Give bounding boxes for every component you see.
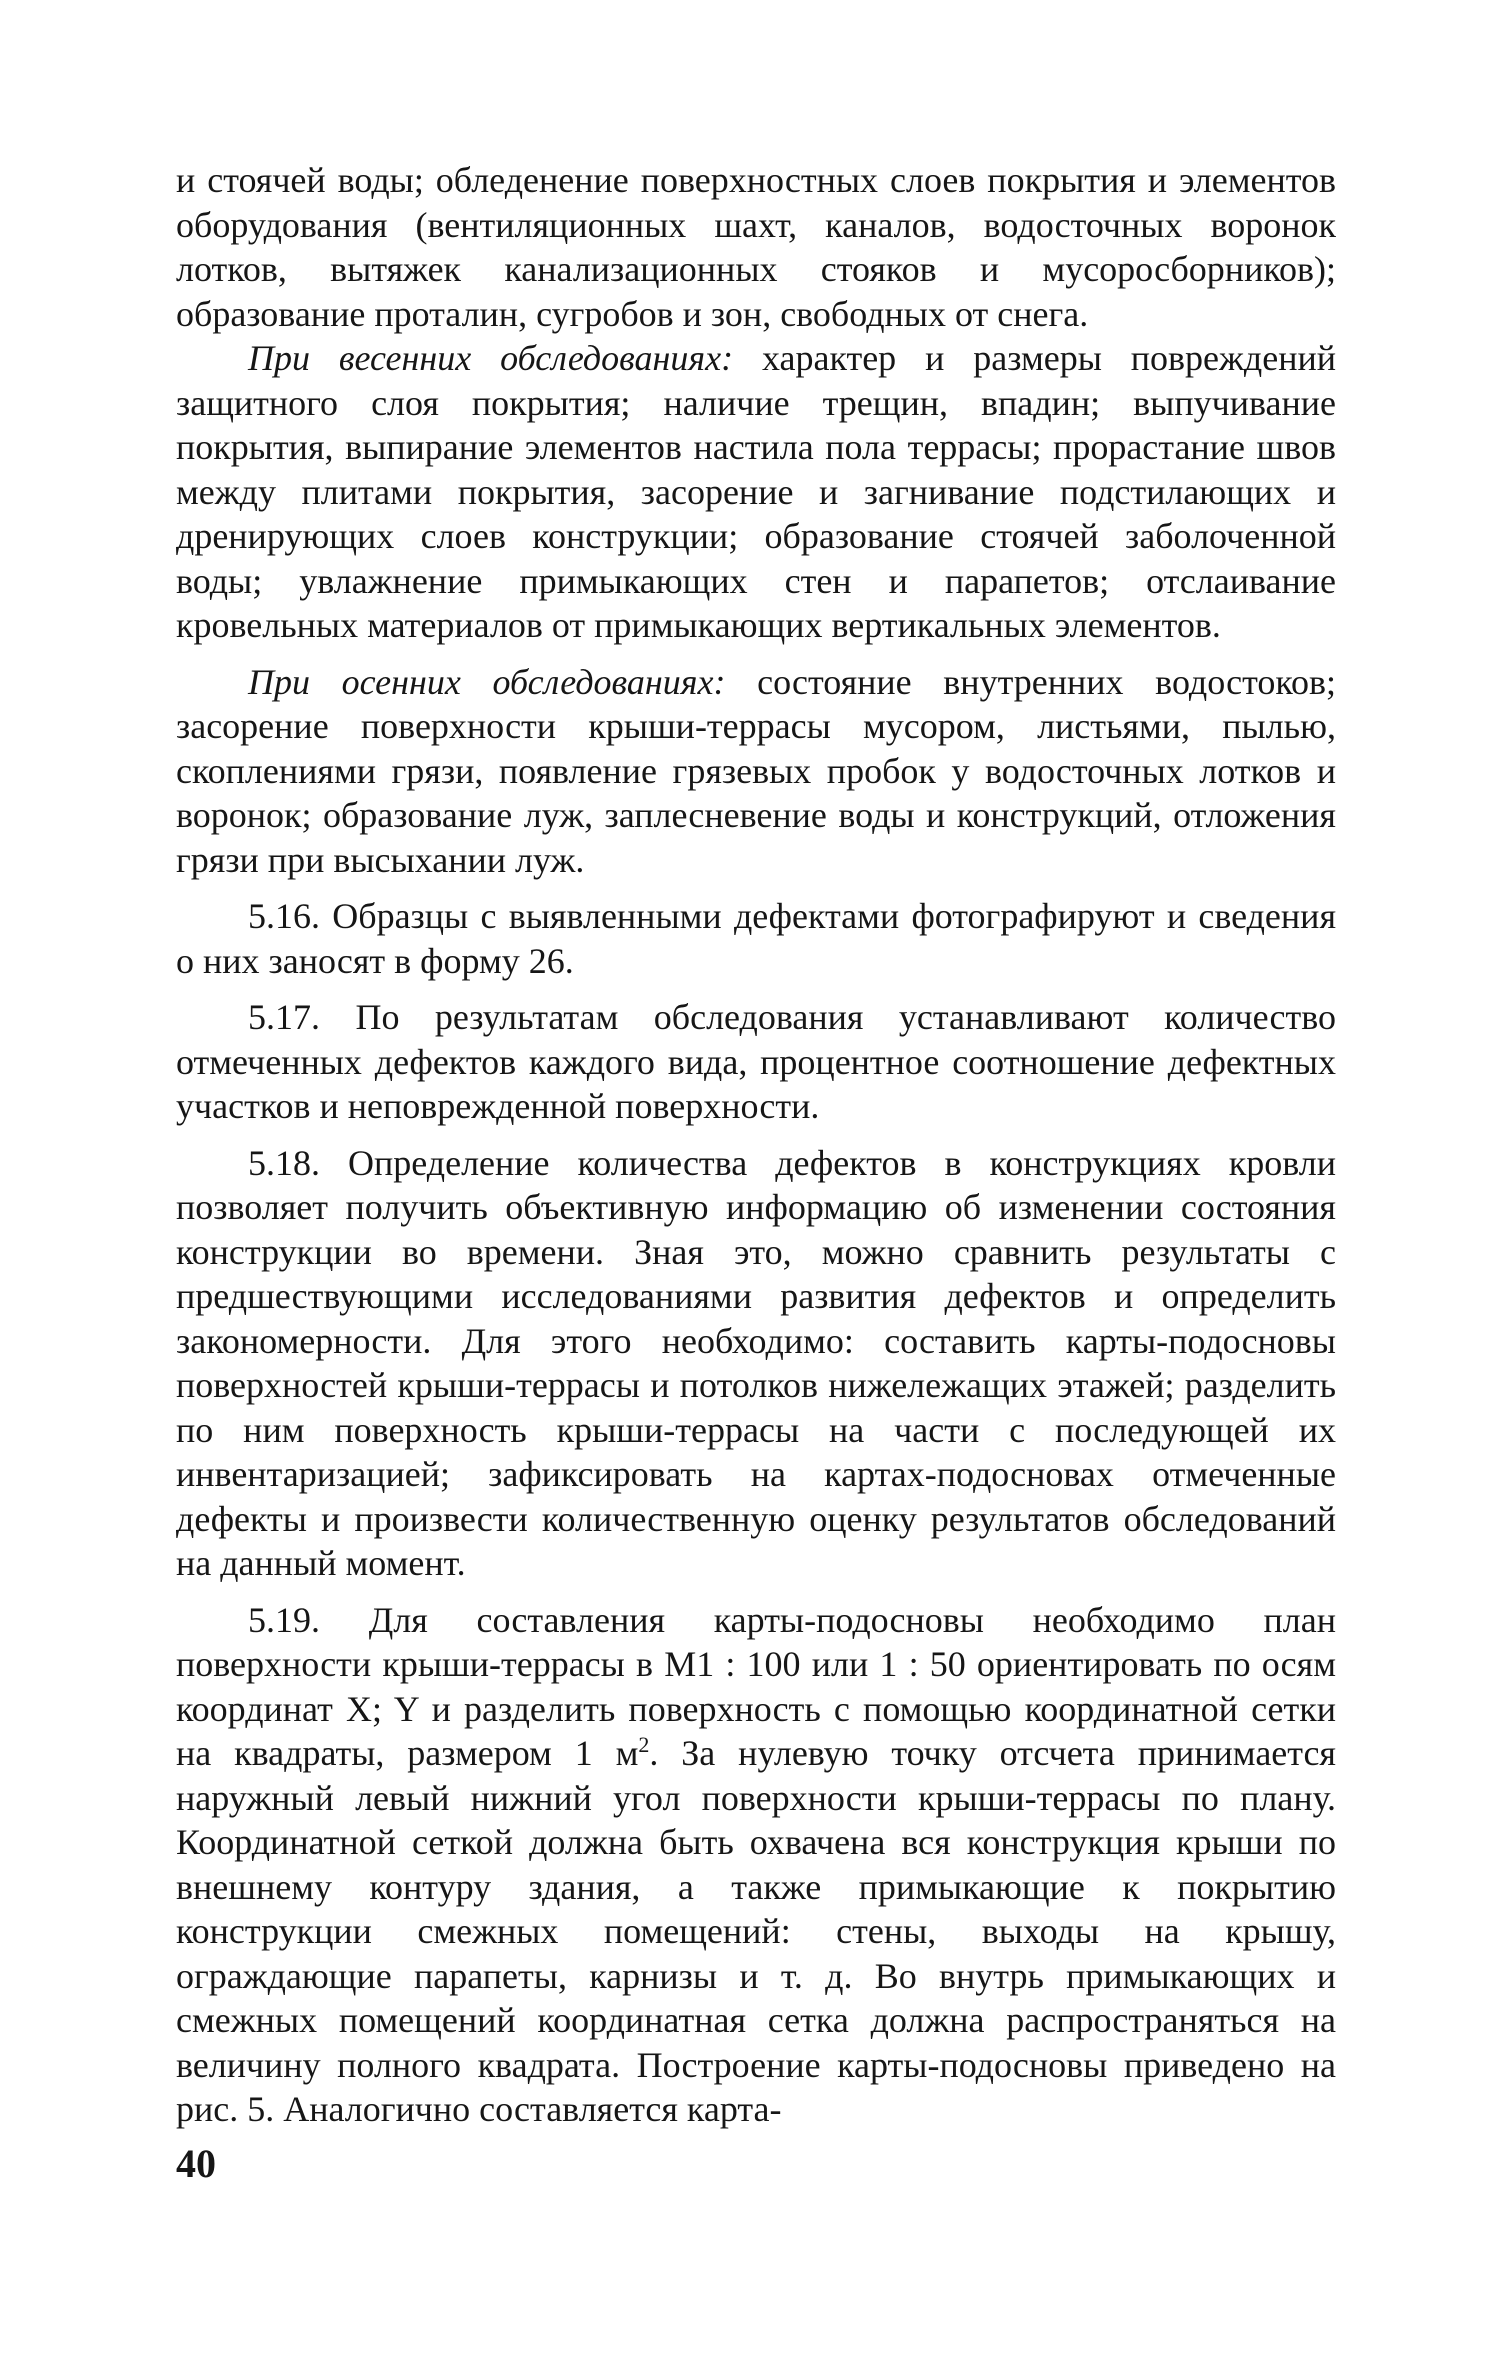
paragraph-spring-inspections <box>176 336 1336 648</box>
paragraph-text: и стоячей воды; обледенение поверхностных слоев покрытия и элементов оборудования (вентиляционных шахт, каналов, водосточных воронок лотков, вытяжек канализационных стояков и мусоросборников); образование проталин, сугробов и зон, свободных от снега. <box>176 160 1336 334</box>
page-body <box>176 158 1336 2132</box>
paragraph-5-16 <box>176 894 1336 983</box>
superscript: 2 <box>638 1732 650 1757</box>
paragraph-text: 5.18. Определение количества дефектов в конструкциях кровли позволяет получить объективную информацию об изменении состояния конструкции во времени. Зная это, можно сравнить результаты с предшествующими исследованиями развития дефектов и определить закономерности. Для этого необходимо: составить карты-подосновы поверхностей крыши-террасы и потолков нижележащих этажей; разделить по ним поверхность крыши-террасы на части с последующей их инвентаризацией; зафиксировать на картах-подосновах отмеченные дефекты и произвести количественную оценку результатов обследований на данный момент. <box>176 1142 1336 1583</box>
paragraph-text: . За нулевую точку отсчета принимается наружный левый нижний угол поверхности крыши-террасы по плану. Координатной сеткой должна быть охвачена вся конструкция крыши по внешнему контуру здания, а также примыкающие к покрытию конструкции смежных помещений: стены, выходы на крышу, ограждающие парапеты, карнизы и т. д. Во внутрь примыкающих и смежных помещений координатная сетка должна распространяться на величину полного квадрата. Построение карты-подосновы приведено на рис. 5. Аналогично составляется карта- <box>176 1733 1336 2129</box>
paragraph-text: характер и размеры повреждений защитного слоя покрытия; наличие трещин, впадин; выпучивание покрытия, выпирание элементов настила пола террасы; прорастание швов между плитами покрытия, засорение и загнивание подстилающих и дренирующих слоев конструкции; образование стоячей заболоченной воды; увлажнение примыкающих стен и парапетов; отслаивание кровельных материалов от примыкающих вертикальных элементов. <box>176 338 1336 645</box>
paragraph-5-19 <box>176 1598 1336 2132</box>
page-number: 40 <box>176 2141 216 2186</box>
paragraph-text: 5.17. По результатам обследования устанавливают количество отмеченных дефектов каждого вида, процентное соотношение дефектных участков и неповрежденной поверхности. <box>176 997 1336 1126</box>
paragraph-text: состояние внутренних водостоков; засорение поверхности крыши-террасы мусором, листьями, пылью, скоплениями грязи, появление грязевых пробок у водосточных лотков и воронок; образование луж, заплесневение воды и конструкций, отложения грязи при высыхании луж. <box>176 661 1337 880</box>
paragraph-5-18 <box>176 1141 1336 1586</box>
paragraph-text: 5.16. Образцы с выявленными дефектами фотографируют и сведения о них заносят в форму 26. <box>176 896 1336 981</box>
paragraph-continuation <box>176 158 1336 336</box>
paragraph-lead: При весенних обследованиях: <box>248 338 734 378</box>
paragraph-text: 5.19. Для составления карты-подосновы необходимо план поверхности крыши-террасы в M1 : 100 или 1 : 50 ориентировать по осям координат X; Y и разделить поверхность с помощью координатной сетки на квадраты, размером 1 м <box>176 1599 1336 1773</box>
paragraph-autumn-inspections <box>176 660 1336 883</box>
paragraph-lead: При осенних обследованиях: <box>248 661 726 702</box>
paragraph-5-17 <box>176 995 1336 1129</box>
